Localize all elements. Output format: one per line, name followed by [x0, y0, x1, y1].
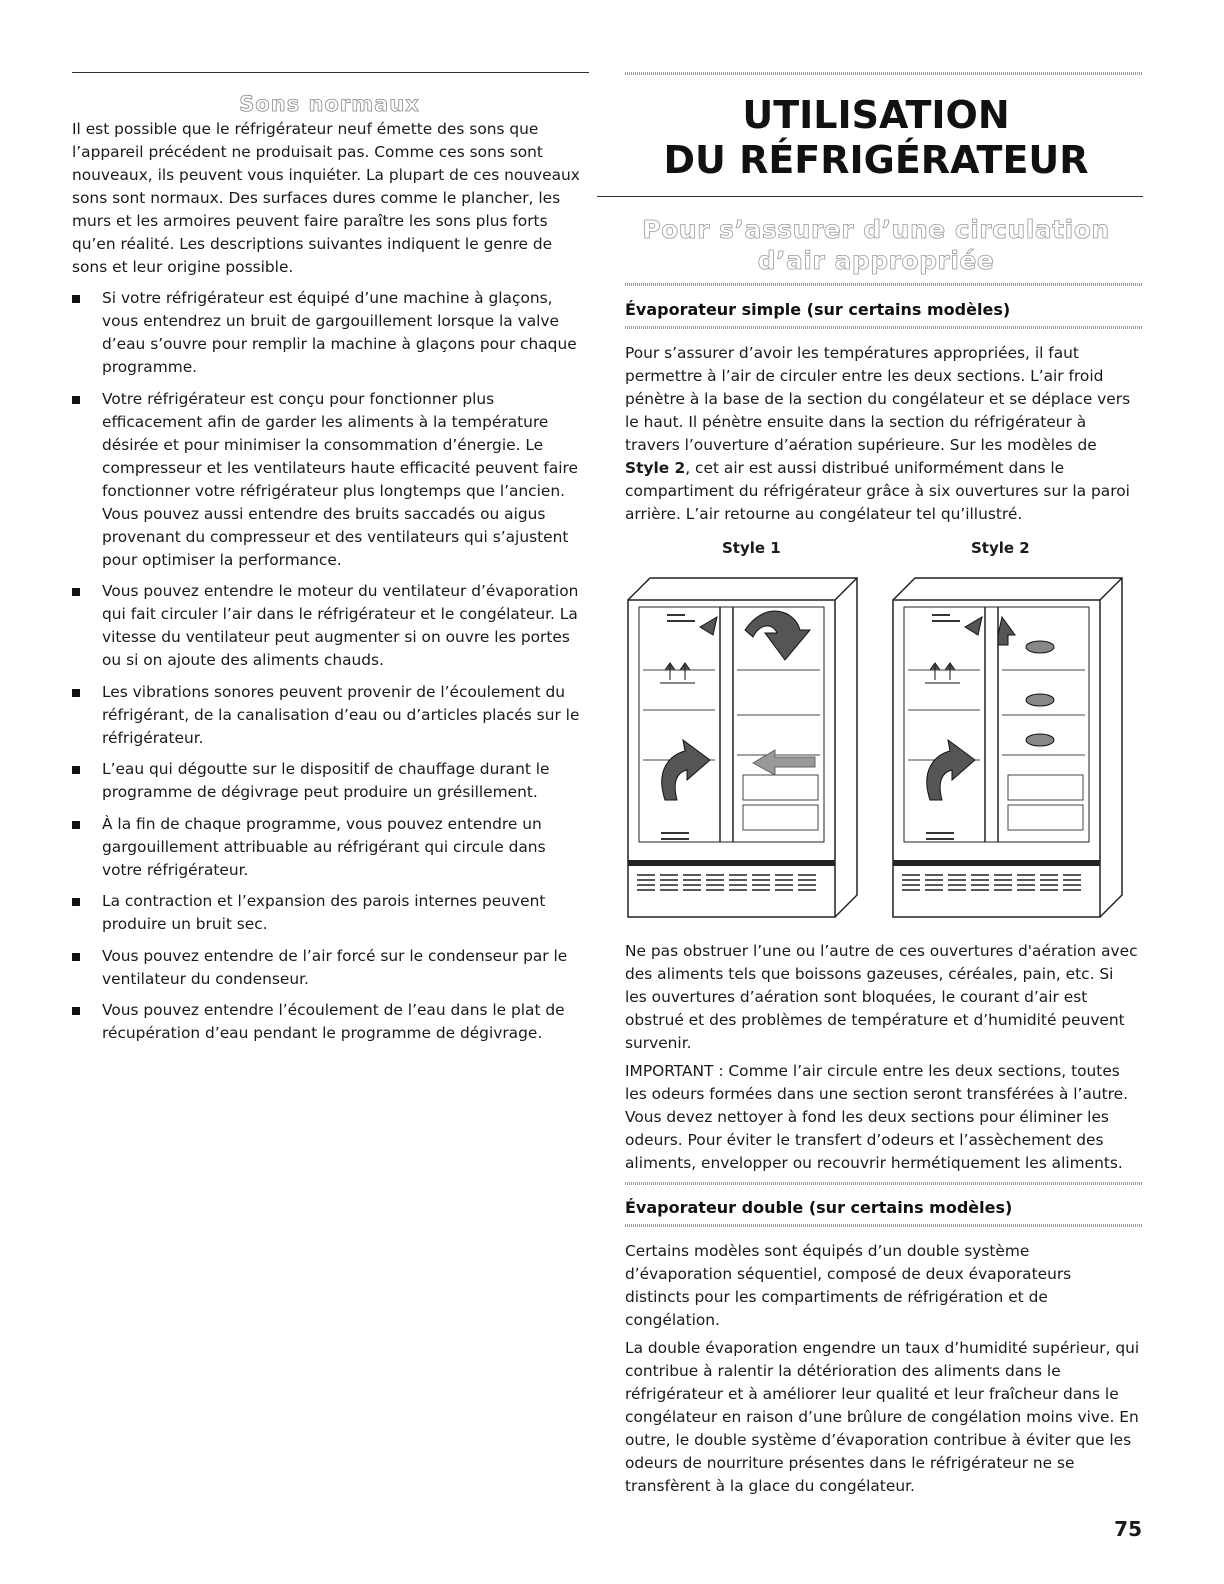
right-top-dotted-rule — [625, 72, 1143, 75]
list-item: Si votre réfrigérateur est équipé d’une machine à glaçons, vous entendrez un bruit de gargouillement lorsque la valve d’eau s’ouvre pour remplir la machine à glaçons pour chaque programme. — [72, 287, 587, 379]
bullet-square-icon — [72, 766, 80, 774]
circulation-subtitle: Pour s’assurer d’une circulation d’air appropriée — [642, 215, 1110, 275]
section1-top-rule — [625, 283, 1143, 286]
vent-warning-paragraph: Ne pas obstruer l’une ou l’autre de ces ouvertures d'aération avec des aliments tels que boissons gazeuses, céréales, pain, etc. Si les ouvertures d’aération sont bloquées, le courant d’air est obstrué et des problèmes de température et d’humidité peuvent survenir. — [625, 942, 1138, 1052]
section2-paragraph-2: La double évaporation engendre un taux d’humidité supérieur, qui contribue à ralentir la détérioration des aliments dans le réfrigérateur et à améliorer leur qualité et leur fraîcheur dans le congélateur en raison d’une brûlure de congélation moins vive. En outre, le double système d’évaporation contribue à éviter que les odeurs de nourriture présentes dans le réfrigérateur ne se transfèrent à la glace du congélateur. — [625, 1339, 1140, 1495]
bullet-square-icon — [72, 1007, 80, 1015]
base-grille — [628, 860, 835, 890]
vents-icon — [661, 615, 695, 839]
bullet-square-icon — [72, 396, 80, 404]
bullet-square-icon — [72, 295, 80, 303]
style1-refrigerator-diagram — [625, 575, 860, 920]
airflow-arrows-icon — [925, 617, 1054, 800]
base-grille — [893, 860, 1100, 890]
section2-paragraph-1: Certains modèles sont équipés d’un double système d’évaporation séquentiel, composé de deux évaporateurs distincts pour les compartiments de réfrigération et de congélation. — [625, 1242, 1072, 1329]
list-item: Votre réfrigérateur est conçu pour fonctionner plus efficacement afin de garder les aliments à la température désirée et pour minimiser la consommation d’énergie. Le compresseur et les ventilateurs haute efficacité peuvent faire fonctionner votre réfrigérateur plus longtemps que l’ancien. Vous pouvez aussi entendre des bruits saccadés ou aigus provenant du compresseur et des ventilateurs qui s’ajustent pour optimiser la performance. — [72, 388, 587, 572]
bullet-square-icon — [72, 953, 80, 961]
bullet-square-icon — [72, 588, 80, 596]
left-top-rule — [72, 72, 589, 73]
section1-paragraph: Pour s’assurer d’avoir les températures appropriées, il faut permettre à l’air de circuler entre les deux sections. L’air froid pénètre à la base de la section du congélateur et se déplace vers le haut. Il pénètre ensuite dans la section du réfrigérateur à travers l’ouverture d’aération supérieure. Sur les modèles de Style 2, cet air est aussi distribué uniformément dans le compartiment du réfrigérateur grâce à six ouvertures sur la paroi arrière. L’air retourne au congélateur tel qu’illustré. — [625, 344, 1131, 523]
list-item: Les vibrations sonores peuvent provenir de l’écoulement du réfrigérant, de la canalisation d’eau ou d’articles placés sur le réfrigérateur. — [72, 681, 587, 750]
list-item: Vous pouvez entendre de l’air forcé sur le condenseur par le ventilateur du condenseur. — [72, 945, 587, 991]
bullet-square-icon — [72, 821, 80, 829]
section1-after-figure — [625, 940, 1140, 1180]
important-paragraph: IMPORTANT : Comme l’air circule entre les deux sections, toutes les odeurs formées dans une section seront transférées à l’autre. Vous devez nettoyer à fond les deux sections pour éliminer les odeurs. Pour éviter le transfert d’odeurs et l’assèchement des aliments, envelopper ou recouvrir hermétiquement les aliments. — [625, 1062, 1129, 1172]
page-title: UTILISATION DU RÉFRIGÉRATEUR — [663, 93, 1089, 182]
title-underline — [597, 196, 1143, 197]
list-item: À la fin de chaque programme, vous pouvez entendre un gargouillement attribuable au réfrigérant qui circule dans votre réfrigérateur. — [72, 813, 587, 882]
list-item: Vous pouvez entendre le moteur du ventilateur d’évaporation qui fait circuler l’air dans le réfrigérateur et le congélateur. La vitesse du ventilateur peut augmenter si on ouvre les portes ou si on ajoute des aliments chauds. — [72, 580, 587, 672]
list-item: L’eau qui dégoutte sur le dispositif de chauffage durant le programme de dégivrage peut produire un grésillement. — [72, 758, 587, 804]
bullet-square-icon — [72, 689, 80, 697]
bullet-square-icon — [72, 898, 80, 906]
list-item: La contraction et l’expansion des parois internes peuvent produire un bruit sec. — [72, 890, 587, 936]
left-column — [72, 92, 587, 1054]
section2-body — [625, 1240, 1140, 1503]
sons-normaux-intro: Il est possible que le réfrigérateur neuf émette des sons que l’appareil précédent ne produisait pas. Comme ces sons sont nouveaux, ils peuvent vous inquiéter. La plupart de ces nouveaux sons sont normaux. Des surfaces dures comme le plancher, les murs et les armoires peuvent faire paraître les sons plus forts qu’en réalité. Les descriptions suivantes indiquent le genre de sons et leur origine possible. — [72, 120, 580, 276]
list-item: Vous pouvez entendre l’écoulement de l’eau dans le plat de récupération d’eau pendant le programme de dégivrage. — [72, 999, 587, 1045]
section2-bottom-rule — [625, 1224, 1143, 1227]
style1-label: Style 1 — [722, 539, 781, 557]
sounds-list — [72, 287, 587, 1045]
style2-label: Style 2 — [971, 539, 1030, 557]
vents-icon — [926, 615, 960, 839]
section1-heading: Évaporateur simple (sur certains modèles) — [625, 300, 1011, 319]
section2-top-rule — [625, 1182, 1143, 1185]
airflow-arrows-icon — [660, 611, 815, 800]
page-number: 75 — [1114, 1517, 1142, 1541]
section1-bottom-rule — [625, 326, 1143, 329]
style2-refrigerator-diagram — [890, 575, 1125, 920]
section2-heading: Évaporateur double (sur certains modèles) — [625, 1198, 1013, 1217]
sons-normaux-title: Sons normaux — [239, 92, 420, 116]
